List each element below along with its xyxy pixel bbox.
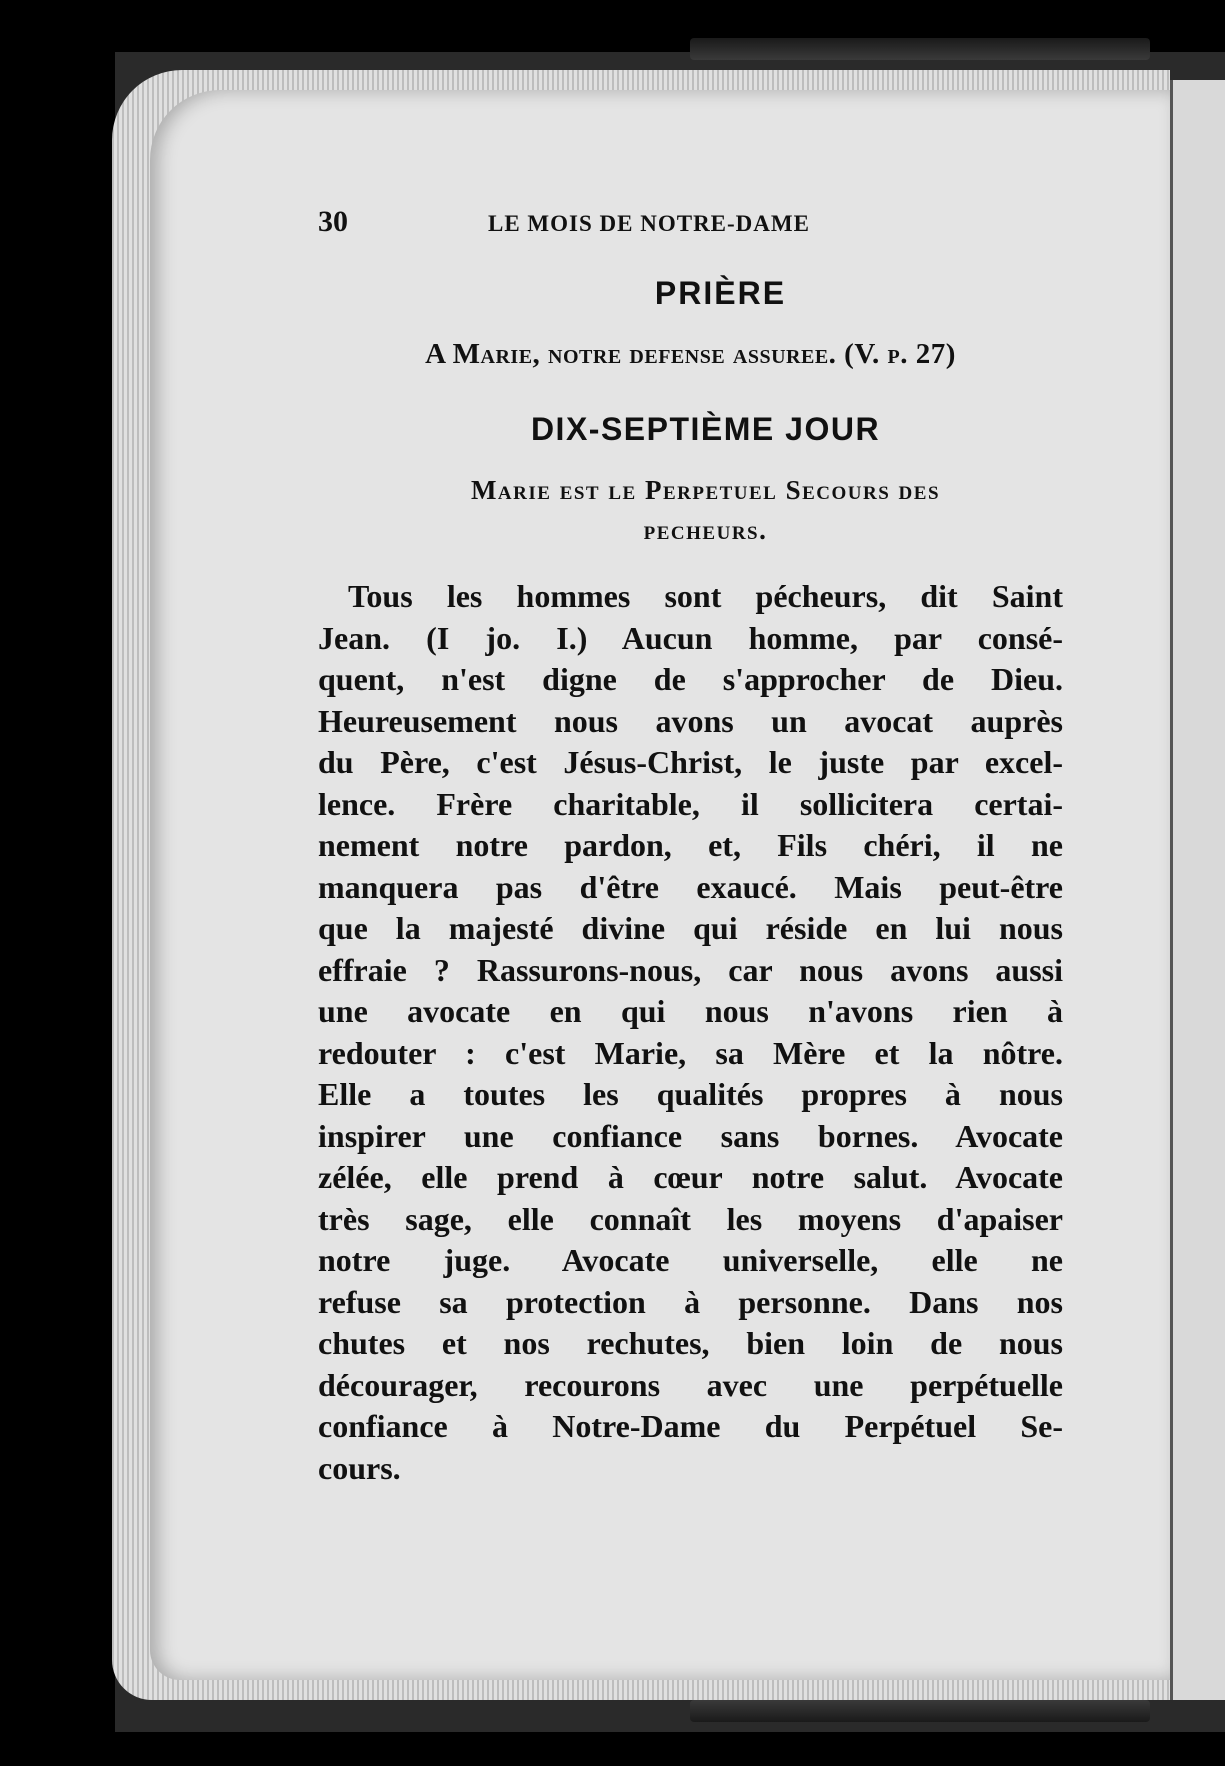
adjacent-page bbox=[1170, 80, 1225, 1700]
page-number: 30 bbox=[318, 205, 348, 238]
body-line: zélée, elle prend à cœur notre salut. Avocate bbox=[318, 1159, 1063, 1195]
body-line: inspirer une confiance sans bornes. Avocate bbox=[318, 1117, 1063, 1154]
body-line: chutes et nos rechutes, bien loin de nous bbox=[318, 1325, 1063, 1361]
body-line: manquera pas d'être exaucé. Mais peut-être bbox=[318, 868, 1063, 905]
running-head bbox=[318, 205, 1063, 245]
body-line: nement notre pardon, et, Fils chéri, il ne bbox=[318, 827, 1063, 863]
running-title: LE MOIS DE NOTRE-DAME bbox=[488, 211, 810, 236]
body-line: effraie ? Rassurons-nous, car nous avons aussi bbox=[318, 951, 1063, 988]
body-paragraph bbox=[318, 576, 1063, 1489]
body-line: notre juge. Avocate universelle, elle ne bbox=[318, 1242, 1063, 1278]
body-line: redouter : c'est Marie, sa Mère et la nôtre. bbox=[318, 1034, 1063, 1071]
prayer-reference: A Marie, notre defense assuree. (V. p. 27) bbox=[425, 338, 956, 370]
body-line: très sage, elle connaît les moyens d'apaiser bbox=[318, 1200, 1063, 1237]
body-line: Jean. (I jo. I.) Aucun homme, par consé- bbox=[318, 619, 1063, 656]
page-content bbox=[318, 205, 1063, 1489]
body-line: confiance à Notre-Dame du Perpétuel Se- bbox=[318, 1408, 1063, 1444]
body-line: une avocate en qui nous n'avons rien à bbox=[318, 993, 1063, 1029]
body-line: cours. bbox=[318, 1449, 401, 1486]
body-line: décourager, recourons avec une perpétuelle bbox=[318, 1366, 1063, 1403]
body-line: Elle a toutes les qualités propres à nous bbox=[318, 1076, 1063, 1112]
body-line: que la majesté divine qui réside en lui nous bbox=[318, 910, 1063, 946]
body-line: quent, n'est digne de s'approcher de Dieu. bbox=[318, 661, 1063, 697]
body-line: refuse sa protection à personne. Dans nos bbox=[318, 1283, 1063, 1320]
body-line: Heureusement nous avons un avocat auprès bbox=[318, 702, 1063, 739]
body-line: du Père, c'est Jésus-Christ, le juste par excel- bbox=[318, 744, 1063, 780]
book-top-edge bbox=[690, 38, 1150, 60]
book-bottom-edge bbox=[690, 1700, 1150, 1722]
body-line: lence. Frère charitable, il sollicitera certai- bbox=[318, 785, 1063, 822]
day-subtitle bbox=[348, 470, 1063, 550]
day-subtitle-line-1: Marie est le Perpetuel Secours des bbox=[470, 475, 941, 505]
body-line: Tous les hommes sont pécheurs, dit Saint bbox=[348, 578, 1063, 614]
prayer-heading: PRIÈRE bbox=[654, 275, 787, 311]
day-heading: DIX-SEPTIÈME JOUR bbox=[530, 411, 881, 447]
day-subtitle-line-2: pecheurs. bbox=[643, 515, 768, 545]
